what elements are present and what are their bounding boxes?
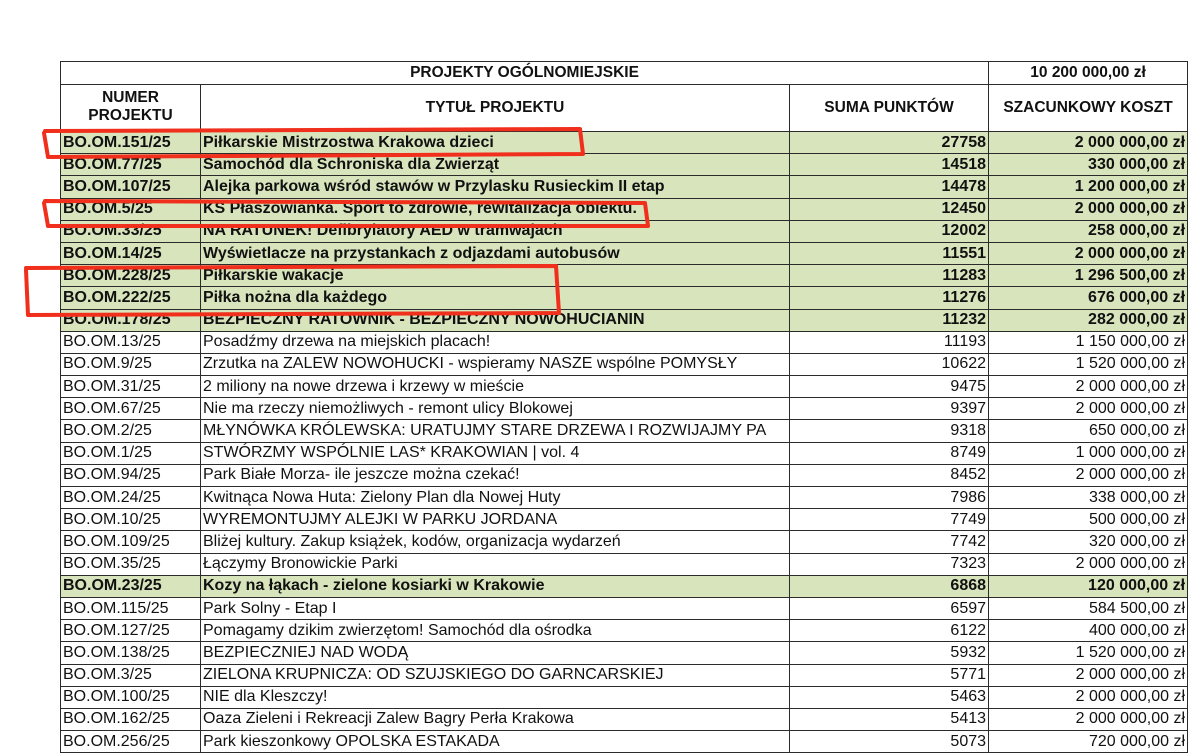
project-title-cell: NIE dla Kleszczy!	[201, 686, 790, 708]
project-title-cell: Park Solny - Etap I	[201, 597, 790, 619]
project-cost-cell: 2 000 000,00 zł	[989, 398, 1188, 420]
table-row	[61, 575, 1188, 597]
project-title-cell: Pomagamy dzikim zwierzętom! Samochód dla ośrodka	[201, 620, 790, 642]
project-title-cell: Piłka nożna dla każdego	[201, 287, 790, 309]
project-title-cell: BEZPIECZNIEJ NAD WODĄ	[201, 642, 790, 664]
table-row	[61, 154, 1188, 176]
project-number-cell: BO.OM.1/25	[61, 442, 201, 464]
project-cost-cell: 1 296 500,00 zł	[989, 265, 1188, 287]
project-number-cell: BO.OM.151/25	[61, 132, 201, 154]
project-title-cell: WYREMONTUJMY ALEJKI W PARKU JORDANA	[201, 509, 790, 531]
table-row	[61, 664, 1188, 686]
project-number-cell: BO.OM.14/25	[61, 242, 201, 264]
table-row	[61, 620, 1188, 642]
project-number-cell: BO.OM.228/25	[61, 265, 201, 287]
projects-table	[60, 61, 1188, 753]
project-title-cell: Posadźmy drzewa na miejskich placach!	[201, 331, 790, 353]
project-title-cell: Piłkarskie wakacje	[201, 265, 790, 287]
project-points-cell: 11193	[790, 331, 989, 353]
project-number-cell: BO.OM.127/25	[61, 620, 201, 642]
header-number: NUMER PROJEKTU	[61, 85, 201, 132]
project-title-cell: Alejka parkowa wśród stawów w Przylasku Rusieckim II etap	[201, 176, 790, 198]
table-row	[61, 309, 1188, 331]
project-points-cell: 11276	[790, 287, 989, 309]
project-title-cell: KS Płaszowianka. Sport to zdrowie, rewitalizacja obiektu.	[201, 198, 790, 220]
project-number-cell: BO.OM.24/25	[61, 487, 201, 509]
project-number-cell: BO.OM.178/25	[61, 309, 201, 331]
budget-total: 10 200 000,00 zł	[989, 62, 1188, 85]
project-points-cell: 9318	[790, 420, 989, 442]
project-cost-cell: 2 000 000,00 zł	[989, 132, 1188, 154]
project-number-cell: BO.OM.256/25	[61, 731, 201, 753]
project-title-cell: Bliżej kultury. Zakup książek, kodów, organizacja wydarzeń	[201, 531, 790, 553]
project-number-cell: BO.OM.94/25	[61, 464, 201, 486]
results-sheet	[60, 61, 1187, 753]
project-points-cell: 12002	[790, 220, 989, 242]
project-title-cell: Wyświetlacze na przystankach z odjazdami autobusów	[201, 242, 790, 264]
project-title-cell: BEZPIECZNY RATOWNIK - BEZPIECZNY NOWOHUCIANIN	[201, 309, 790, 331]
table-row	[61, 132, 1188, 154]
project-points-cell: 6597	[790, 597, 989, 619]
project-title-cell: 2 miliony na nowe drzewa i krzewy w mieście	[201, 376, 790, 398]
project-cost-cell: 1 200 000,00 zł	[989, 176, 1188, 198]
project-number-cell: BO.OM.138/25	[61, 642, 201, 664]
project-title-cell: NA RATUNEK! Defibrylatory AED w tramwajach	[201, 220, 790, 242]
project-number-cell: BO.OM.67/25	[61, 398, 201, 420]
project-title-cell: Piłkarskie Mistrzostwa Krakowa dzieci	[201, 132, 790, 154]
project-cost-cell: 320 000,00 zł	[989, 531, 1188, 553]
project-title-cell: Łączymy Bronowickie Parki	[201, 553, 790, 575]
project-number-cell: BO.OM.31/25	[61, 376, 201, 398]
project-points-cell: 7742	[790, 531, 989, 553]
project-title-cell: Park Białe Morza- ile jeszcze można czekać!	[201, 464, 790, 486]
table-row	[61, 220, 1188, 242]
project-points-cell: 8749	[790, 442, 989, 464]
project-cost-cell: 500 000,00 zł	[989, 509, 1188, 531]
table-row	[61, 398, 1188, 420]
project-cost-cell: 2 000 000,00 zł	[989, 464, 1188, 486]
project-points-cell: 5413	[790, 708, 989, 730]
table-row	[61, 464, 1188, 486]
project-points-cell: 7986	[790, 487, 989, 509]
project-number-cell: BO.OM.222/25	[61, 287, 201, 309]
project-cost-cell: 1 150 000,00 zł	[989, 331, 1188, 353]
project-number-cell: BO.OM.13/25	[61, 331, 201, 353]
project-number-cell: BO.OM.109/25	[61, 531, 201, 553]
project-cost-cell: 338 000,00 zł	[989, 487, 1188, 509]
table-row	[61, 331, 1188, 353]
project-number-cell: BO.OM.10/25	[61, 509, 201, 531]
project-number-cell: BO.OM.77/25	[61, 154, 201, 176]
project-title-cell: ZIELONA KRUPNICZA: OD SZUJSKIEGO DO GARNCARSKIEJ	[201, 664, 790, 686]
project-number-cell: BO.OM.35/25	[61, 553, 201, 575]
project-cost-cell: 650 000,00 zł	[989, 420, 1188, 442]
table-row	[61, 265, 1188, 287]
project-points-cell: 7749	[790, 509, 989, 531]
project-points-cell: 12450	[790, 198, 989, 220]
table-row	[61, 597, 1188, 619]
project-cost-cell: 2 000 000,00 zł	[989, 376, 1188, 398]
project-cost-cell: 2 000 000,00 zł	[989, 198, 1188, 220]
project-cost-cell: 258 000,00 zł	[989, 220, 1188, 242]
header-cost: SZACUNKOWY KOSZT	[989, 85, 1188, 132]
header-points: SUMA PUNKTÓW	[790, 85, 989, 132]
project-points-cell: 6122	[790, 620, 989, 642]
project-cost-cell: 2 000 000,00 zł	[989, 242, 1188, 264]
project-title-cell: Park kieszonkowy OPOLSKA ESTAKADA	[201, 731, 790, 753]
project-cost-cell: 720 000,00 zł	[989, 731, 1188, 753]
project-number-cell: BO.OM.162/25	[61, 708, 201, 730]
project-points-cell: 9397	[790, 398, 989, 420]
project-number-cell: BO.OM.107/25	[61, 176, 201, 198]
table-row	[61, 242, 1188, 264]
project-cost-cell: 1 000 000,00 zł	[989, 442, 1188, 464]
project-cost-cell: 120 000,00 zł	[989, 575, 1188, 597]
project-cost-cell: 676 000,00 zł	[989, 287, 1188, 309]
project-number-cell: BO.OM.33/25	[61, 220, 201, 242]
project-points-cell: 6868	[790, 575, 989, 597]
project-title-cell: Zrzutka na ZALEW NOWOHUCKI - wspieramy NASZE wspólne POMYSŁY	[201, 353, 790, 375]
table-row	[61, 708, 1188, 730]
project-points-cell: 5073	[790, 731, 989, 753]
project-points-cell: 27758	[790, 132, 989, 154]
project-cost-cell: 1 520 000,00 zł	[989, 353, 1188, 375]
table-row	[61, 176, 1188, 198]
project-cost-cell: 1 520 000,00 zł	[989, 642, 1188, 664]
table-row	[61, 198, 1188, 220]
table-row	[61, 420, 1188, 442]
project-cost-cell: 584 500,00 zł	[989, 597, 1188, 619]
table-row	[61, 487, 1188, 509]
table-body	[61, 132, 1188, 753]
project-number-cell: BO.OM.115/25	[61, 597, 201, 619]
project-number-cell: BO.OM.5/25	[61, 198, 201, 220]
table-row	[61, 353, 1188, 375]
project-cost-cell: 2 000 000,00 zł	[989, 553, 1188, 575]
project-points-cell: 5771	[790, 664, 989, 686]
header-title: TYTUŁ PROJEKTU	[201, 85, 790, 132]
project-points-cell: 5932	[790, 642, 989, 664]
project-points-cell: 7323	[790, 553, 989, 575]
project-cost-cell: 330 000,00 zł	[989, 154, 1188, 176]
project-title-cell: MŁYNÓWKA KRÓLEWSKA: URATUJMY STARE DRZEWA I ROZWIJAJMY PA	[201, 420, 790, 442]
section-header-row	[61, 62, 1188, 85]
table-row	[61, 509, 1188, 531]
project-points-cell: 9475	[790, 376, 989, 398]
project-title-cell: Samochód dla Schroniska dla Zwierząt	[201, 154, 790, 176]
project-points-cell: 10622	[790, 353, 989, 375]
project-title-cell: Kozy na łąkach - zielone kosiarki w Krakowie	[201, 575, 790, 597]
project-title-cell: Kwitnąca Nowa Huta: Zielony Plan dla Nowej Huty	[201, 487, 790, 509]
project-title-cell: Nie ma rzeczy niemożliwych - remont ulicy Blokowej	[201, 398, 790, 420]
project-number-cell: BO.OM.100/25	[61, 686, 201, 708]
project-number-cell: BO.OM.9/25	[61, 353, 201, 375]
project-number-cell: BO.OM.3/25	[61, 664, 201, 686]
project-cost-cell: 2 000 000,00 zł	[989, 686, 1188, 708]
table-row	[61, 553, 1188, 575]
project-cost-cell: 282 000,00 zł	[989, 309, 1188, 331]
project-points-cell: 11232	[790, 309, 989, 331]
table-row	[61, 531, 1188, 553]
project-points-cell: 14478	[790, 176, 989, 198]
project-points-cell: 11283	[790, 265, 989, 287]
project-points-cell: 5463	[790, 686, 989, 708]
table-row	[61, 686, 1188, 708]
table-row	[61, 642, 1188, 664]
project-points-cell: 11551	[790, 242, 989, 264]
project-title-cell: Oaza Zieleni i Rekreacji Zalew Bagry Perła Krakowa	[201, 708, 790, 730]
table-row	[61, 731, 1188, 753]
project-number-cell: BO.OM.23/25	[61, 575, 201, 597]
project-points-cell: 8452	[790, 464, 989, 486]
table-row	[61, 442, 1188, 464]
table-row	[61, 287, 1188, 309]
project-cost-cell: 2 000 000,00 zł	[989, 708, 1188, 730]
section-title: PROJEKTY OGÓLNOMIEJSKIE	[61, 62, 989, 85]
table-row	[61, 376, 1188, 398]
project-cost-cell: 2 000 000,00 zł	[989, 664, 1188, 686]
project-cost-cell: 400 000,00 zł	[989, 620, 1188, 642]
project-number-cell: BO.OM.2/25	[61, 420, 201, 442]
project-title-cell: STWÓRZMY WSPÓLNIE LAS* KRAKOWIAN | vol. 4	[201, 442, 790, 464]
project-points-cell: 14518	[790, 154, 989, 176]
column-header-row	[61, 85, 1188, 132]
